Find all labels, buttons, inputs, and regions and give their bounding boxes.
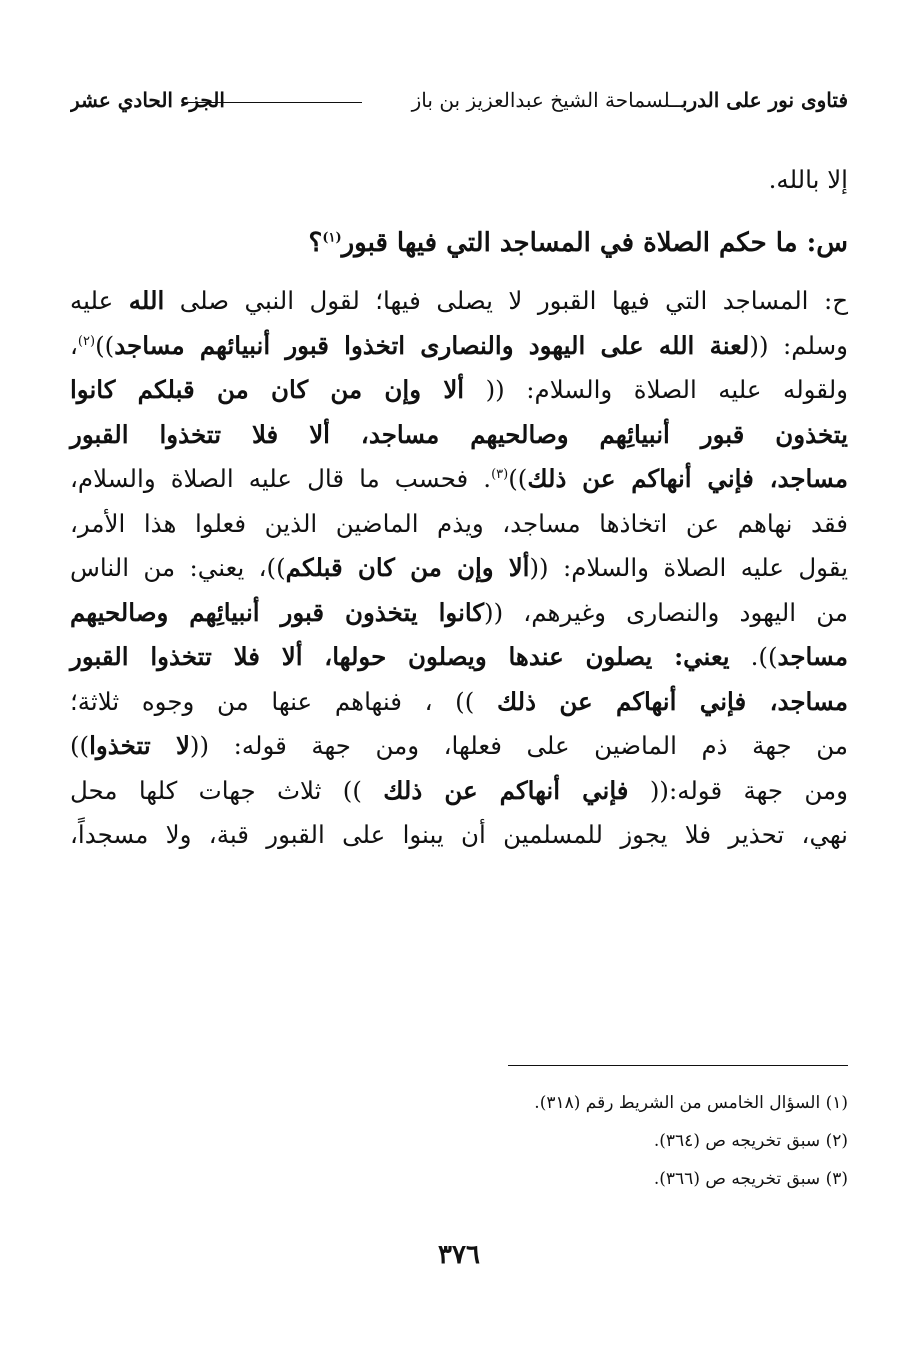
answer-line [70, 413, 848, 458]
hadith-text: يتخذون قبور أنبيائِهم وصالحيهم مساجد، ألا فلا تتخذوا القبور [70, 419, 848, 449]
footnote-mark: (٣) [491, 466, 509, 482]
hadith-text: ألا وإن من كان من قبلكم كانوا [70, 375, 465, 404]
answer-line [70, 724, 848, 769]
footnote-1: (١) السؤال الخامس من الشريط رقم (٣١٨). [534, 1093, 848, 1113]
answer-text: نهي، تحذير فلا يجوز للمسلمين أن يبنوا على القبور قبة، ولا مسجداً، [70, 820, 848, 849]
answer-line [70, 279, 848, 324]
hadith-text: لعنة الله على اليهود والنصارى اتخذوا قبور أنبيائهم مساجد [114, 330, 750, 360]
answer-text: من جهة ذم الماضين على فعلها، ومن جهة قوله: (( [189, 731, 848, 760]
answer-text: )). [729, 642, 778, 671]
answer-line [70, 635, 848, 680]
answer-paragraph [70, 279, 848, 858]
header-separator: ــ [670, 88, 682, 112]
hadith-text: يعني: يصلون عندها ويصلون حولها، ألا فلا تتخذوا القبور [70, 642, 730, 671]
answer-text: )) ثلاث جهات كلها محل [70, 775, 384, 805]
answer-text: وسلم: (( [749, 330, 849, 360]
answer-text: عليه [70, 286, 129, 315]
answer-text: فقد نهاهم عن اتخاذها مساجد، ويذم الماضين الذين فعلوا هذا الأمر، [70, 508, 848, 538]
question [70, 221, 848, 266]
answer-text: )) [95, 330, 115, 360]
question-end: ؟ [308, 227, 323, 258]
question-text: س: ما حكم الصلاة في المساجد التي فيها قبور [341, 227, 848, 258]
hadith-text: مساجد، فإني أنهاكم عن ذلك [527, 464, 848, 493]
answer-text: ، [70, 330, 78, 360]
hadith-text: كانوا يتخذون قبور أنبيائِهم وصالحيهم [70, 597, 485, 627]
answer-text: ولقوله عليه الصلاة والسلام: (( [464, 375, 849, 404]
header-book-title: فتاوى نور على الدرب [681, 88, 848, 112]
answer-text: من اليهود والنصارى وغيرهم، (( [484, 597, 848, 627]
answer-text: ح: المساجد التي فيها القبور لا يصلى فيها؛ لقول النبي صلى [164, 286, 849, 315]
answer-line [70, 769, 848, 814]
footnotes [70, 1084, 848, 1198]
intro-line: إلا بالله. [768, 165, 848, 194]
footnote-2: (٢) سبق تخريجه ص (٣٦٤). [653, 1131, 848, 1151]
answer-text: ))، يعني: من الناس [70, 553, 286, 582]
running-header [70, 84, 848, 124]
hadith-text: ألا وإن من كان قبلكم [285, 553, 530, 582]
answer-text: ومن جهة قوله:(( [628, 775, 848, 805]
answer-line [70, 457, 848, 502]
answer-text: )) ، فنهاهم عنها من وجوه ثلاثة؛ [70, 686, 497, 716]
question-footnote-mark: (١) [322, 229, 342, 245]
main-text [70, 158, 848, 858]
footnote-mark: (٢) [77, 333, 96, 349]
hadith-text: مساجد، فإني أنهاكم عن ذلك [496, 686, 848, 716]
answer-text: . فحسب ما قال عليه الصلاة والسلام، [70, 464, 492, 493]
answer-line [70, 546, 848, 591]
header-volume: الجزء الحادي عشر [70, 88, 225, 112]
header-author: لسماحة الشيخ عبدالعزيز بن باز [411, 88, 671, 112]
header-right [412, 88, 848, 112]
page-number: ٣٧٦ [438, 1240, 480, 1270]
answer-line [70, 502, 848, 547]
answer-text: )) [508, 464, 528, 493]
hadith-text: فإني أنهاكم عن ذلك [383, 775, 629, 805]
hadith-text: الله [128, 286, 165, 315]
footnote-3: (٣) سبق تخريجه ص (٣٦٦). [653, 1169, 848, 1189]
answer-line [70, 368, 848, 413]
answer-text: )) [70, 731, 90, 760]
answer-line [70, 591, 848, 636]
answer-line [70, 324, 848, 369]
answer-text: يقول عليه الصلاة والسلام: (( [529, 553, 849, 582]
answer-line [70, 813, 848, 858]
answer-line [70, 680, 848, 725]
footnote-rule [508, 1065, 848, 1066]
hadith-text: مساجد [777, 642, 848, 671]
hadith-text: لا تتخذوا [89, 731, 190, 760]
